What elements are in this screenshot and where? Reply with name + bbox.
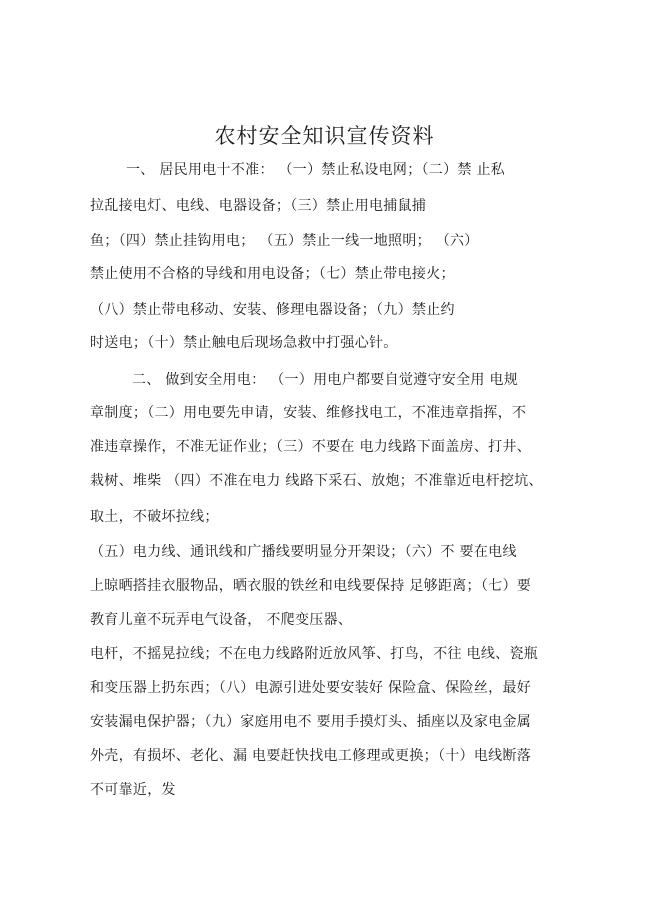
text-line: 外壳，有损坏、老化、漏 电要赶快找电工修理或更换；（十）电线断落 [90, 748, 532, 764]
text-line: 准违章操作，不准无证作业；（三）不要在 电力线路下面盖房、打井、 [90, 439, 532, 455]
text-line: 二、 做到安全用电： （一）用电户都要自觉遵守安全用 电规 [132, 372, 519, 388]
document-title: 农村安全知识宣传资料 [214, 124, 435, 148]
text-line: （八）禁止带电移动、安装、修理电器设备；（九）禁止约 [90, 302, 455, 318]
text-line: 栽树、堆柴 （四）不准在电力 线路下采石、放炮；不准靠近电杆挖坑、 [90, 473, 543, 489]
text-line: 时送电；（十）禁止触电后现场急救中打强心针。 [90, 335, 398, 351]
text-line: （五）电力线、通讯线和广播线要明显分开架设；（六）不 要在电线 [90, 544, 517, 560]
text-line: 和变压器上扔东西；（八）电源引进处要安装好 保险盒、保险丝，最好 [90, 680, 532, 696]
text-line: 禁止使用不合格的导线和用电设备；（七）禁止带电接火； [90, 266, 455, 282]
text-line: 取土，不破坏拉线； [90, 509, 219, 525]
text-line: 教育儿童不玩弄电气设备， 不爬变压器、 [90, 612, 353, 628]
text-line: 上晾晒搭挂衣服物品，晒衣服的铁丝和电线要保持 足够距离；（七）要 [90, 578, 532, 594]
text-line: 拉乱接电灯、电线、电器设备；（三）禁止用电捕鼠捕 [90, 198, 427, 214]
text-line: 电杆，不摇晃拉线；不在电力线路附近放风筝、打鸟，不往 电线、瓷瓶 [90, 646, 539, 662]
text-line: 一、 居民用电十不准： （一）禁止私设电网；（二）禁 止私 [126, 162, 506, 178]
text-line: 不可靠近，发 [90, 782, 176, 798]
text-line: 安装漏电保护器；（九）家庭用电不 要用手摸灯头、插座以及家电金属 [90, 714, 532, 730]
text-line: 鱼；（四）禁止挂钩用电； （五）禁止一线一地照明； （六） [90, 233, 479, 249]
text-line: 章制度；（二）用电要先申请，安装、维修找电工，不准违章指挥，不 [90, 405, 527, 421]
